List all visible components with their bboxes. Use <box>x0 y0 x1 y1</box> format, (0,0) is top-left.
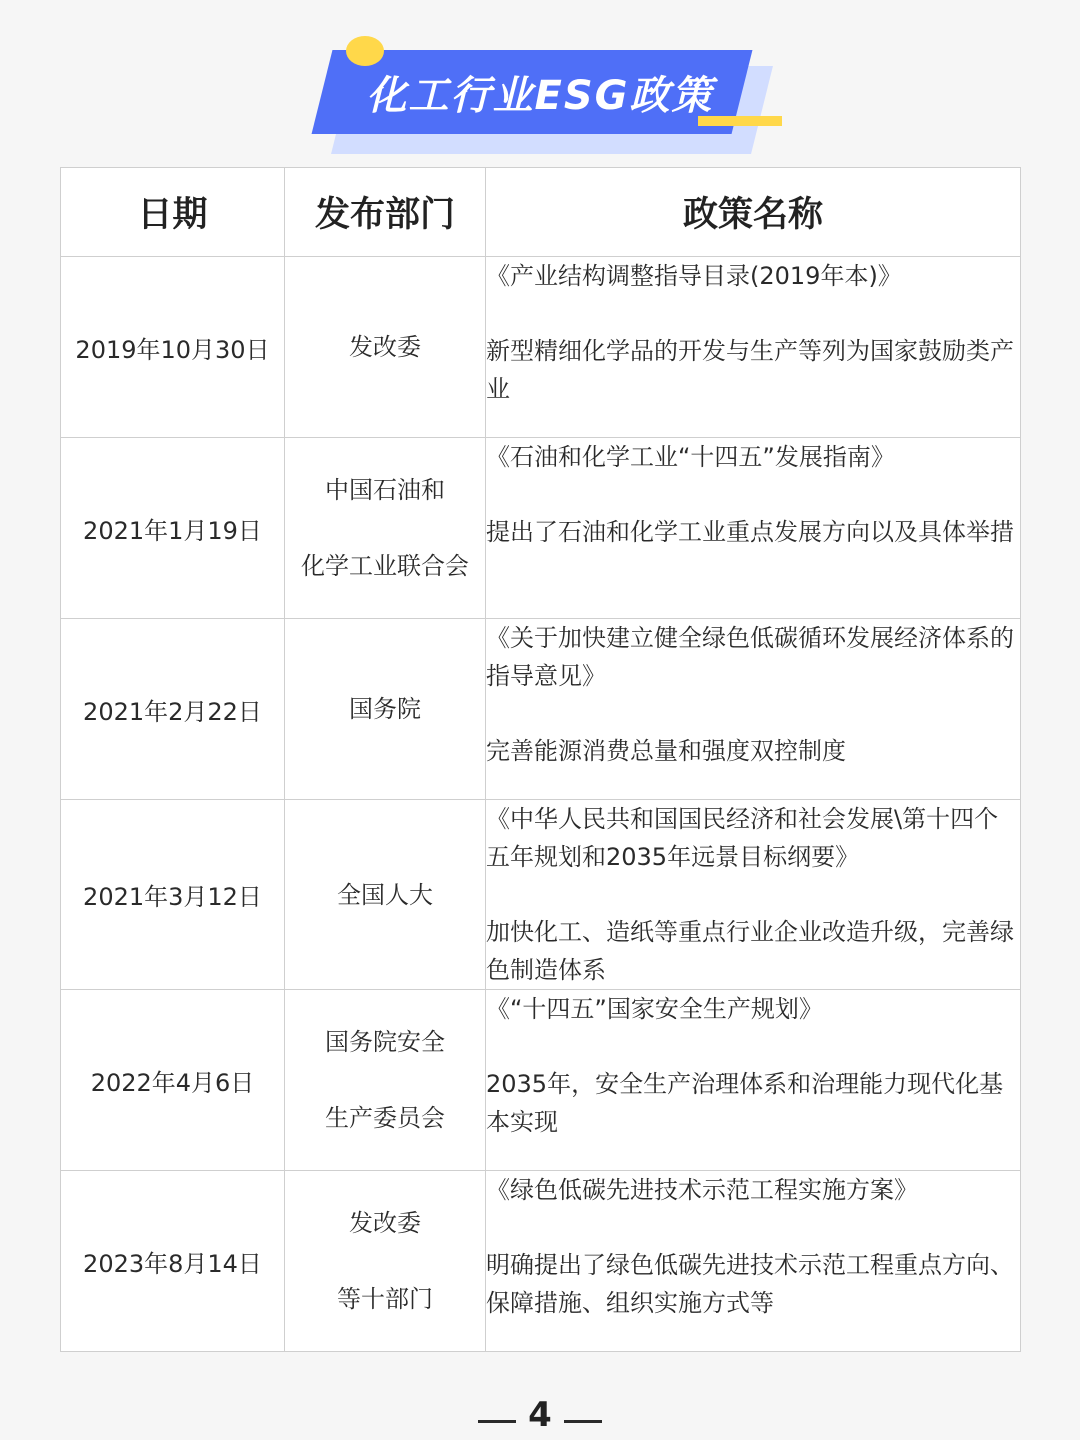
policy-name: 《产业结构调整指导目录(2019年本)》 <box>486 262 902 290</box>
policy-name: 《中华人民共和国国民经济和社会发展\第十四个五年规划和2035年远景目标纲要》 <box>486 805 999 871</box>
policy-description: 完善能源消费总量和强度双控制度 <box>486 737 846 765</box>
department-line: 等十部门 <box>337 1285 433 1313</box>
row-policy <box>486 257 1021 438</box>
policy-name: 《绿色低碳先进技术示范工程实施方案》 <box>486 1176 918 1204</box>
row-department <box>285 1171 486 1352</box>
department-line: 国务院安全 <box>325 1028 445 1056</box>
row-policy <box>486 619 1021 800</box>
header-date: 日期 <box>61 168 285 257</box>
header-department: 发布部门 <box>285 168 486 257</box>
policy-description: 2035年，安全生产治理体系和治理能力现代化基本实现 <box>486 1070 1004 1136</box>
row-department <box>285 990 486 1171</box>
department-line: 国务院 <box>349 695 421 723</box>
row-date: 2019年10月30日 <box>61 257 285 438</box>
page-number-dash-right <box>564 1420 602 1423</box>
table-row <box>61 800 1021 990</box>
policy-description: 新型精细化学品的开发与生产等列为国家鼓励类产业 <box>486 337 1014 403</box>
table-row <box>61 1171 1021 1352</box>
row-department <box>285 438 486 619</box>
policy-name: 《石油和化学工业“十四五”发展指南》 <box>486 443 895 471</box>
page-title: 化工行业ESG政策 <box>366 72 714 119</box>
department-line: 生产委员会 <box>325 1104 445 1132</box>
department-line: 化学工业联合会 <box>301 552 469 580</box>
table-header-row <box>61 168 1021 257</box>
policy-description: 加快化工、造纸等重点行业企业改造升级，完善绿色制造体系 <box>486 918 1014 984</box>
table-row <box>61 990 1021 1171</box>
row-policy <box>486 800 1021 990</box>
policy-table <box>60 167 1021 1352</box>
row-policy <box>486 990 1021 1171</box>
policy-name: 《“十四五”国家安全生产规划》 <box>486 995 823 1023</box>
page-title-banner <box>322 36 792 148</box>
policy-name: 《关于加快建立健全绿色低碳循环发展经济体系的指导意见》 <box>486 624 1014 690</box>
department-line: 发改委 <box>349 333 421 361</box>
row-department <box>285 619 486 800</box>
row-date: 2021年3月12日 <box>61 800 285 990</box>
policy-description: 明确提出了绿色低碳先进技术示范工程重点方向、保障措施、组织实施方式等 <box>486 1251 1014 1317</box>
header-policy-name: 政策名称 <box>486 168 1021 257</box>
row-date: 2021年1月19日 <box>61 438 285 619</box>
table-row <box>61 619 1021 800</box>
page-number-dash-left <box>478 1420 516 1423</box>
page-number <box>0 1390 1080 1440</box>
row-policy <box>486 438 1021 619</box>
page-number-value: 4 <box>528 1395 552 1435</box>
department-line: 中国石油和 <box>325 476 445 504</box>
row-department <box>285 257 486 438</box>
table-row <box>61 438 1021 619</box>
row-date: 2021年2月22日 <box>61 619 285 800</box>
row-policy <box>486 1171 1021 1352</box>
department-line: 全国人大 <box>337 880 433 909</box>
table-row <box>61 257 1021 438</box>
row-date: 2022年4月6日 <box>61 990 285 1171</box>
department-line: 发改委 <box>349 1209 421 1237</box>
row-date: 2023年8月14日 <box>61 1171 285 1352</box>
row-department <box>285 800 486 990</box>
policy-description: 提出了石油和化学工业重点发展方向以及具体举措 <box>486 518 1014 546</box>
